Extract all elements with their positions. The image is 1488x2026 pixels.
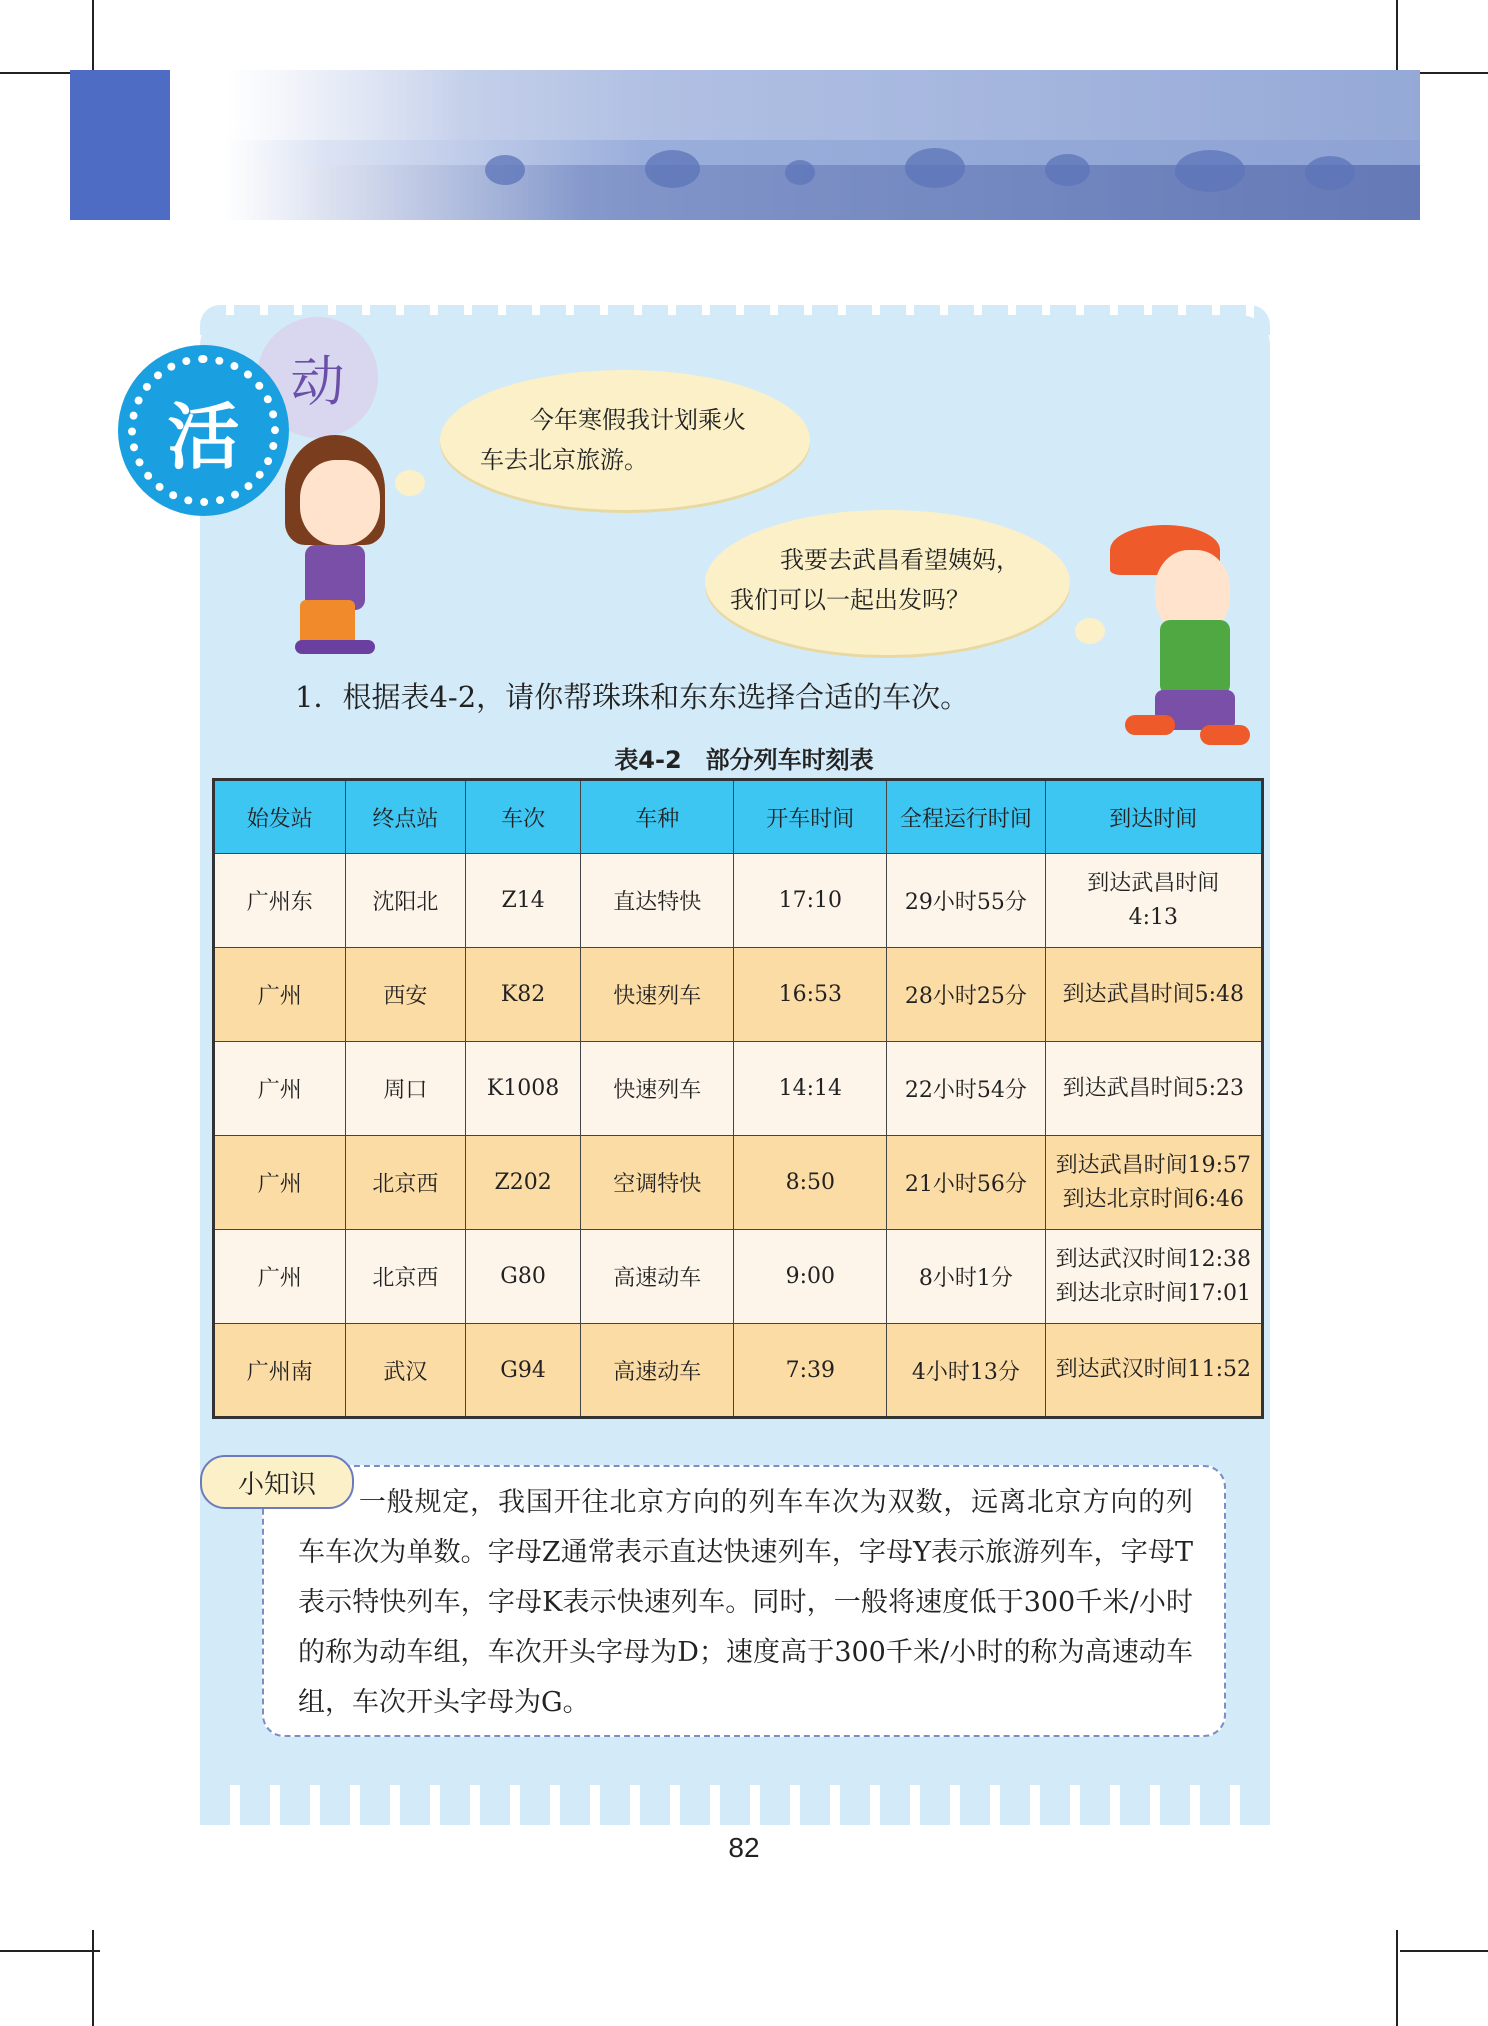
column-header: 车种 bbox=[581, 780, 734, 854]
cell-origin: 广州东 bbox=[214, 854, 346, 948]
cell-origin: 广州 bbox=[214, 1136, 346, 1230]
table-row bbox=[214, 948, 1263, 1042]
table-row bbox=[214, 1324, 1263, 1418]
table-row bbox=[214, 1230, 1263, 1324]
cell-type: 空调特快 bbox=[581, 1136, 734, 1230]
cell-type: 快速列车 bbox=[581, 1042, 734, 1136]
cell-duration: 29小时55分 bbox=[887, 854, 1045, 948]
activity-title-char: 活 bbox=[167, 394, 240, 479]
train-timetable bbox=[212, 778, 1264, 1419]
cell-dest: 周口 bbox=[345, 1042, 466, 1136]
table-row bbox=[214, 1042, 1263, 1136]
bubble-text: 今年寒假我计划乘火 车去北京旅游。 bbox=[480, 406, 746, 474]
column-header: 到达时间 bbox=[1045, 780, 1262, 854]
activity-title-char: 动 bbox=[290, 350, 345, 413]
cell-duration: 4小时13分 bbox=[887, 1324, 1045, 1418]
cell-dest: 武汉 bbox=[345, 1324, 466, 1418]
crop-mark bbox=[1396, 1930, 1398, 2026]
cell-duration: 22小时54分 bbox=[887, 1042, 1045, 1136]
cell-arrive: 到达武昌时间5:23 bbox=[1045, 1042, 1262, 1136]
page-number: 82 bbox=[728, 1832, 760, 1863]
column-header: 开车时间 bbox=[734, 780, 887, 854]
cell-arrive: 到达武汉时间11:52 bbox=[1045, 1324, 1262, 1418]
cell-depart: 17:10 bbox=[734, 854, 887, 948]
panel-edge bbox=[200, 1785, 1270, 1825]
cell-depart: 7:39 bbox=[734, 1324, 887, 1418]
gear-icon bbox=[265, 325, 370, 430]
cell-depart: 9:00 bbox=[734, 1230, 887, 1324]
table-header-row bbox=[214, 780, 1263, 854]
table-row bbox=[214, 1136, 1263, 1230]
table-row bbox=[214, 854, 1263, 948]
header-landscape-image bbox=[225, 70, 1420, 220]
cell-depart: 8:50 bbox=[734, 1136, 887, 1230]
crop-mark bbox=[92, 1930, 94, 2026]
knowledge-text: 一般规定，我国开往北京方向的列车车次为双数，远离北京方向的列车车次为单数。字母Z通常表示直达快速列车，字母Y表示旅游列车，字母T表示特快列车，字母K表示快速列车。同时，一般将速度低于300千米/小时的称为动车组，车次开头字母为D；速度高于300千米/小时的称为高速动车组，车次开头字母为G。 bbox=[298, 1487, 1193, 1718]
bubble-text: 我要去武昌看望姨妈， 我们可以一起出发吗？ bbox=[730, 546, 1020, 614]
cell-train: G94 bbox=[466, 1324, 581, 1418]
header-color-block bbox=[70, 70, 170, 220]
cell-type: 直达特快 bbox=[581, 854, 734, 948]
cell-type: 快速列车 bbox=[581, 948, 734, 1042]
column-header: 终点站 bbox=[345, 780, 466, 854]
cell-train: Z202 bbox=[466, 1136, 581, 1230]
question-text: 1．根据表4-2，请你帮珠珠和东东选择合适的车次。 bbox=[295, 680, 970, 714]
thought-dot bbox=[395, 470, 425, 496]
cell-arrive: 到达武昌时间 4:13 bbox=[1045, 854, 1262, 948]
cell-origin: 广州 bbox=[214, 1230, 346, 1324]
cell-arrive: 到达武汉时间12:38 到达北京时间17:01 bbox=[1045, 1230, 1262, 1324]
column-header: 车次 bbox=[466, 780, 581, 854]
cell-arrive: 到达武昌时间19:57 到达北京时间6:46 bbox=[1045, 1136, 1262, 1230]
cell-depart: 16:53 bbox=[734, 948, 887, 1042]
cell-dest: 北京西 bbox=[345, 1230, 466, 1324]
cell-duration: 8小时1分 bbox=[887, 1230, 1045, 1324]
crop-mark bbox=[0, 1950, 100, 1952]
cell-origin: 广州 bbox=[214, 948, 346, 1042]
cell-depart: 14:14 bbox=[734, 1042, 887, 1136]
cell-train: K1008 bbox=[466, 1042, 581, 1136]
gear-icon bbox=[128, 355, 279, 506]
cell-dest: 西安 bbox=[345, 948, 466, 1042]
cell-duration: 21小时56分 bbox=[887, 1136, 1045, 1230]
table-caption: 表4-2 部分列车时刻表 bbox=[614, 746, 874, 774]
cell-type: 高速动车 bbox=[581, 1230, 734, 1324]
crop-mark bbox=[1400, 1950, 1488, 1952]
cell-duration: 28小时25分 bbox=[887, 948, 1045, 1042]
cell-train: Z14 bbox=[466, 854, 581, 948]
column-header: 全程运行时间 bbox=[887, 780, 1045, 854]
column-header: 始发站 bbox=[214, 780, 346, 854]
cell-type: 高速动车 bbox=[581, 1324, 734, 1418]
knowledge-tag: 小知识 bbox=[200, 1455, 354, 1509]
cell-dest: 北京西 bbox=[345, 1136, 466, 1230]
cell-origin: 广州 bbox=[214, 1042, 346, 1136]
cell-train: G80 bbox=[466, 1230, 581, 1324]
thought-dot bbox=[1075, 618, 1105, 644]
cell-arrive: 到达武昌时间5:48 bbox=[1045, 948, 1262, 1042]
cell-origin: 广州南 bbox=[214, 1324, 346, 1418]
cell-train: K82 bbox=[466, 948, 581, 1042]
cell-dest: 沈阳北 bbox=[345, 854, 466, 948]
